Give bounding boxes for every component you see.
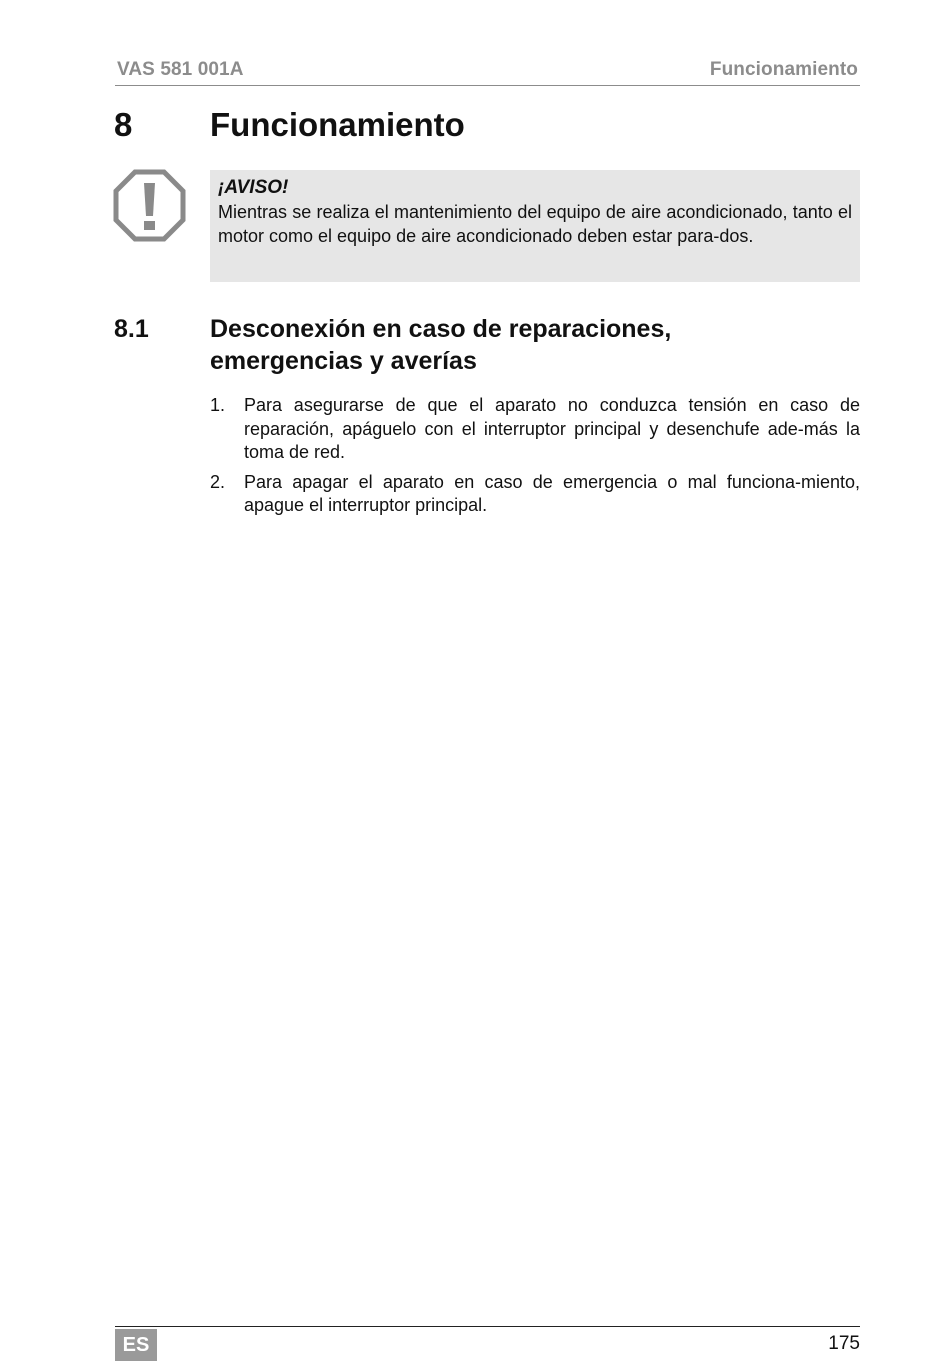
section-title-line2: emergencias y averías (210, 347, 477, 375)
header-section: Funcionamiento (709, 59, 858, 80)
section-title (210, 313, 810, 377)
step-text: Para apagar el aparato en caso de emergencia o mal funciona-miento, apague el interruptor principal. (244, 471, 860, 515)
page-number: 175 (828, 1333, 860, 1354)
chapter-title: Funcionamiento (210, 106, 465, 143)
step-number: 2. (210, 471, 226, 492)
section-title-line1: Desconexión en caso de reparaciones, (210, 315, 672, 343)
page-header (115, 58, 860, 86)
warning-icon (113, 169, 186, 242)
steps-list (210, 394, 860, 524)
chapter-number: 8 (114, 106, 133, 143)
list-item (210, 471, 860, 518)
list-item (210, 394, 860, 465)
page-footer (115, 1326, 860, 1363)
step-number: 1. (210, 395, 226, 415)
notice-title: ¡AVISO! (218, 177, 289, 198)
notice-text: Mientras se realiza el mantenimiento del equipo de aire acondicionado, tanto el motor como el equipo de aire acondicionado deben estar para-dos. (218, 202, 852, 246)
notice-box (210, 170, 860, 282)
header-doc-id: VAS 581 001A (117, 59, 244, 80)
language-badge: ES (115, 1329, 157, 1361)
section-number: 8.1 (114, 315, 149, 343)
step-text: Para asegurarse de que el aparato no conduzca tensión en caso de reparación, apáguelo con el interruptor principal y desenchufe ade-más la toma de red. (244, 395, 860, 462)
